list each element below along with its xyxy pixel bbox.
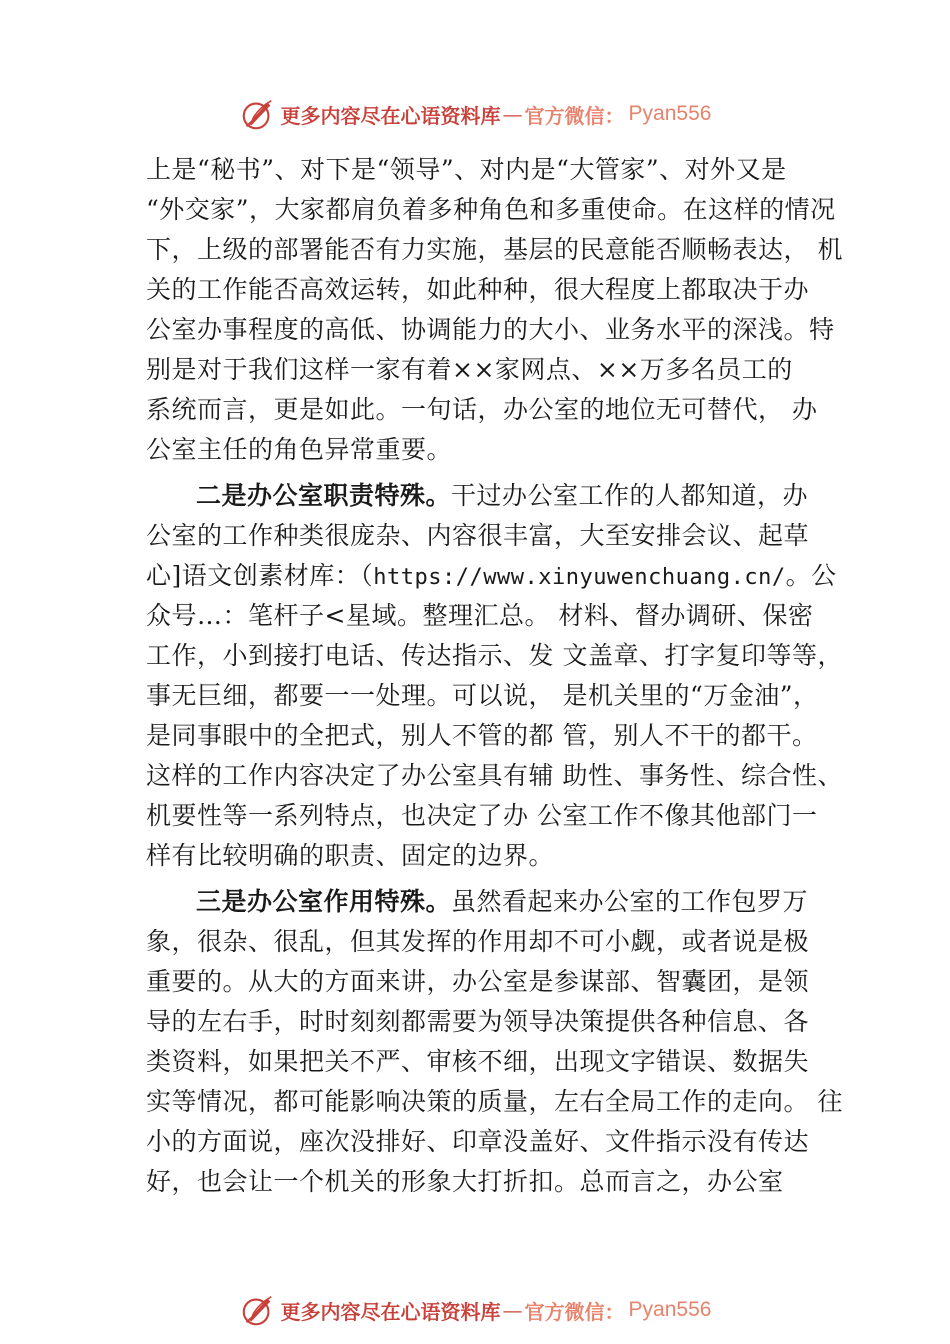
text-line: 系统而言，更是如此。一句话，办公室的地位无可替代， 办 <box>146 395 818 424</box>
text-line: 上是“秘书”、对下是“领导”、对内是“大管家”、对外又是 <box>146 155 787 184</box>
text-line: 重要的。从大的方面来讲，办公室是参谋部、智囊团，是领 <box>146 967 810 996</box>
text-line: 事无巨细，都要一一处理。可以说， 是机关里的“万金油”， <box>146 681 819 710</box>
header-separator: — <box>502 102 523 126</box>
footer-banner <box>0 1290 950 1330</box>
text-line: 样有比较明确的职责、固定的边界。 <box>146 841 555 870</box>
text-line: 工作，小到接打电话、传达指示、发 文盖章、打字复印等等， <box>146 641 843 670</box>
text-line: 别是对于我们这样一家有着××家网点、××万多名员工的 <box>146 355 793 384</box>
text-line: “外交家”，大家都肩负着多种角色和多重使命。在这样的情况 <box>146 195 836 224</box>
header-banner <box>0 94 950 134</box>
text-line: 关的工作能否高效运转，如此种种，很大程度上都取决于办 <box>146 275 810 304</box>
quill-logo-icon <box>239 1291 277 1329</box>
header-wechat-id: Pyan556 <box>628 102 712 125</box>
text-span: 心]语文创素材库：（ <box>146 561 374 590</box>
paragraph-lead-line <box>146 476 846 516</box>
text-line: 类资料，如果把关不严、审核不细，出现文字错误、数据失 <box>146 1047 810 1076</box>
text-line: 众号…：笔杆子<星域。整理汇总。 材料、督办调研、保密 <box>146 601 814 630</box>
text-line: 公室主任的角色异常重要。 <box>146 435 453 464</box>
text-line: 公室的工作种类很庞杂、内容很丰富，大至安排会议、起草 <box>146 521 810 550</box>
text-line: 导的左右手，时时刻刻都需要为领导决策提供各种信息、各 <box>146 1007 810 1036</box>
paragraph-lead-line <box>146 882 846 922</box>
header-site-name: 更多内容尽在心语资料库 <box>280 103 501 128</box>
footer-separator: — <box>502 1298 523 1322</box>
paragraph-heading: 三是办公室作用特殊。 <box>196 888 452 916</box>
text-line: 小的方面说，座次没排好、印章没盖好、文件指示没有传达 <box>146 1127 810 1156</box>
text-line: 象，很杂、很乱，但其发挥的作用却不可小觑，或者说是极 <box>146 927 810 956</box>
text-line: 公室办事程度的高低、协调能力的大小、业务水平的深浅。特 <box>146 315 835 344</box>
footer-wechat-label: 官方微信： <box>524 1299 625 1324</box>
text-line: 是同事眼中的全把式，别人不管的都 管，别人不干的都干。 <box>146 721 818 750</box>
footer-site-name: 更多内容尽在心语资料库 <box>280 1299 501 1324</box>
text-line: 实等情况，都可能影响决策的质量，左右全局工作的走向。 往 <box>146 1087 843 1116</box>
text-line: 下，上级的部署能否有力实施，基层的民意能否顺畅表达， 机 <box>146 235 843 264</box>
text-line <box>146 556 846 596</box>
text-span: 干过办公室工作的人都知道，办 <box>451 481 809 510</box>
header-wechat-label: 官方微信： <box>524 103 625 128</box>
source-url: https://www.xinyuwenchuang.cn/ <box>373 565 786 590</box>
text-span: 虽然看起来办公室的工作包罗万 <box>451 887 809 916</box>
text-line: 机要性等一系列特点，也决定了办 公室工作不像其他部门一 <box>146 801 818 830</box>
paragraph-1 <box>146 150 846 470</box>
text-line: 好，也会让一个机关的形象大打折扣。总而言之，办公室 <box>146 1167 784 1196</box>
footer-wechat-id: Pyan556 <box>628 1298 712 1321</box>
paragraph-heading: 二是办公室职责特殊。 <box>196 482 452 510</box>
paragraph-3 <box>146 882 846 1202</box>
text-line: 这样的工作内容决定了办公室具有辅 助性、事务性、综合性、 <box>146 761 843 790</box>
text-span: 。公 <box>785 561 837 590</box>
document-body <box>146 150 846 1202</box>
paragraph-2 <box>146 476 846 876</box>
quill-logo-icon <box>239 95 277 133</box>
